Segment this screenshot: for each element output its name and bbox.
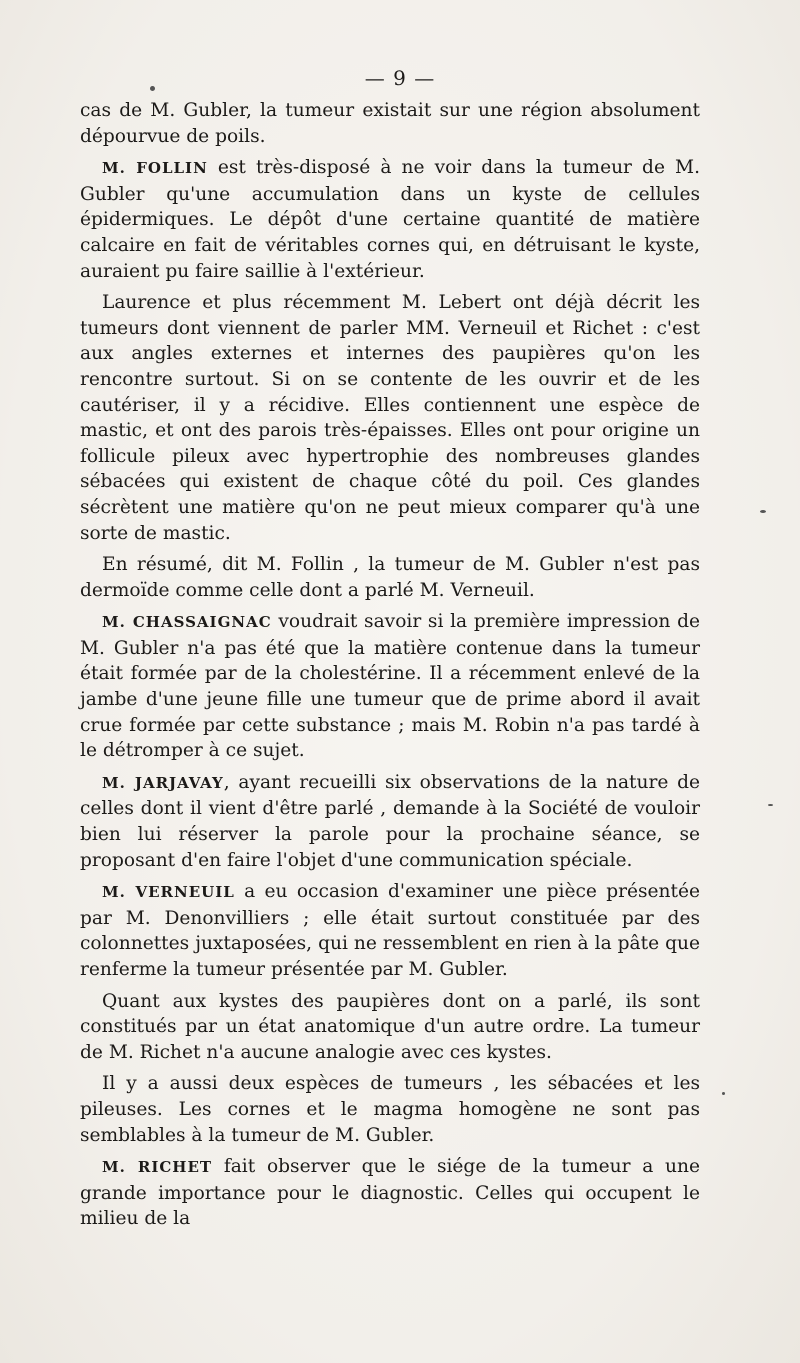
- speaker-name: M. FOLLIN: [102, 159, 208, 178]
- paragraph-verneuil: [80, 879, 700, 982]
- paragraph-resume: [80, 552, 700, 603]
- paragraph-text: En résumé, dit M. Follin , la tumeur de M. Gubler n'est pas dermoïde comme celle dont a parlé M. Verneuil.: [80, 554, 700, 601]
- paragraph-text: est très-disposé à ne voir dans la tumeur de M. Gubler qu'une accumulation dans un kyste de cellules épidermiques. Le dépôt d'une certaine quantité de matière calcaire en fait de véritables cornes qui, en détruisant le kyste, auraient pu faire saillie à l'extérieur.: [80, 157, 700, 282]
- paragraph-text: a eu occasion d'examiner une pièce présentée par M. Denonvilliers ; elle était surtout constituée par des colonnettes juxtaposées, qui ne ressemblent en rien à la pâte que renferme la tumeur présentée par M. Gubler.: [80, 881, 700, 980]
- ink-speck: [722, 1092, 725, 1095]
- paragraph-text: Quant aux kystes des paupières dont on a parlé, ils sont constitués par un état anatomique d'un autre ordre. La tumeur de M. Richet n'a aucune analogie avec ces kystes.: [80, 990, 700, 1063]
- page-number: — 9 —: [364, 66, 436, 90]
- ink-speck: [150, 86, 155, 91]
- paragraph-follin: [80, 155, 700, 284]
- paragraph-text: voudrait savoir si la première impression de M. Gubler n'a pas été que la matière contenue dans la tumeur était formée par de la cholestérine. Il a récemment enlevé de la jambe d'une jeune fille une tumeur que de prime abord il avait crue formée par cette substance ; mais M. Robin n'a pas tardé à le détromper à ce sujet.: [80, 611, 700, 762]
- paragraph-chassaignac: [80, 609, 700, 764]
- paragraph-continuation: [80, 98, 700, 149]
- paragraph-especes: [80, 1071, 700, 1148]
- paragraph-text: Laurence et plus récemment M. Lebert ont déjà décrit les tumeurs dont viennent de parler MM. Verneuil et Richet : c'est aux angles externes et internes des paupières qu'on les rencontre surtout. Si on se contente de les ouvrir et de les cautériser, il y a récidive. Elles contiennent une espèce de mastic, et ont des parois très-épaisses. Elles ont pour origine un follicule pileux avec hypertrophie des nombreuses glandes sébacées qui existent de chaque côté du poil. Ces glandes sécrètent une matière qu'on ne peut mieux comparer qu'à une sorte de mastic.: [80, 292, 700, 544]
- paragraph-text: , ayant recueilli six observations de la nature de celles dont il vient d'être parlé , demande à la Société de vouloir bien lui réserver la parole pour la prochaine séance, se proposant d'en faire l'objet d'une communication spéciale.: [80, 771, 700, 871]
- paragraph-kystes: [80, 989, 700, 1066]
- speaker-name: M. JARJAVAY: [102, 773, 224, 792]
- paragraph-jarjavay: [80, 770, 700, 873]
- body-text: [80, 98, 700, 1238]
- speaker-name: M. RICHET: [102, 1158, 213, 1177]
- paragraph-text: fait observer que le siége de la tumeur a une grande importance pour le diagnostic. Celles qui occupent le milieu de la: [80, 1156, 700, 1230]
- paragraph-text: cas de M. Gubler, la tumeur existait sur une région absolument dépourvue de poils.: [80, 100, 700, 147]
- paragraph-laurence: [80, 290, 700, 546]
- paragraph-text: Il y a aussi deux espèces de tumeurs , les sébacées et les pileuses. Les cornes et le magma homogène ne sont pas semblables à la tumeur de M. Gubler.: [80, 1073, 700, 1146]
- speaker-name: M. VERNEUIL: [102, 883, 235, 902]
- ink-speck: [768, 804, 773, 806]
- speaker-name: M. CHASSAIGNAC: [102, 613, 272, 632]
- ink-speck: [760, 510, 766, 513]
- paragraph-richet: [80, 1154, 700, 1232]
